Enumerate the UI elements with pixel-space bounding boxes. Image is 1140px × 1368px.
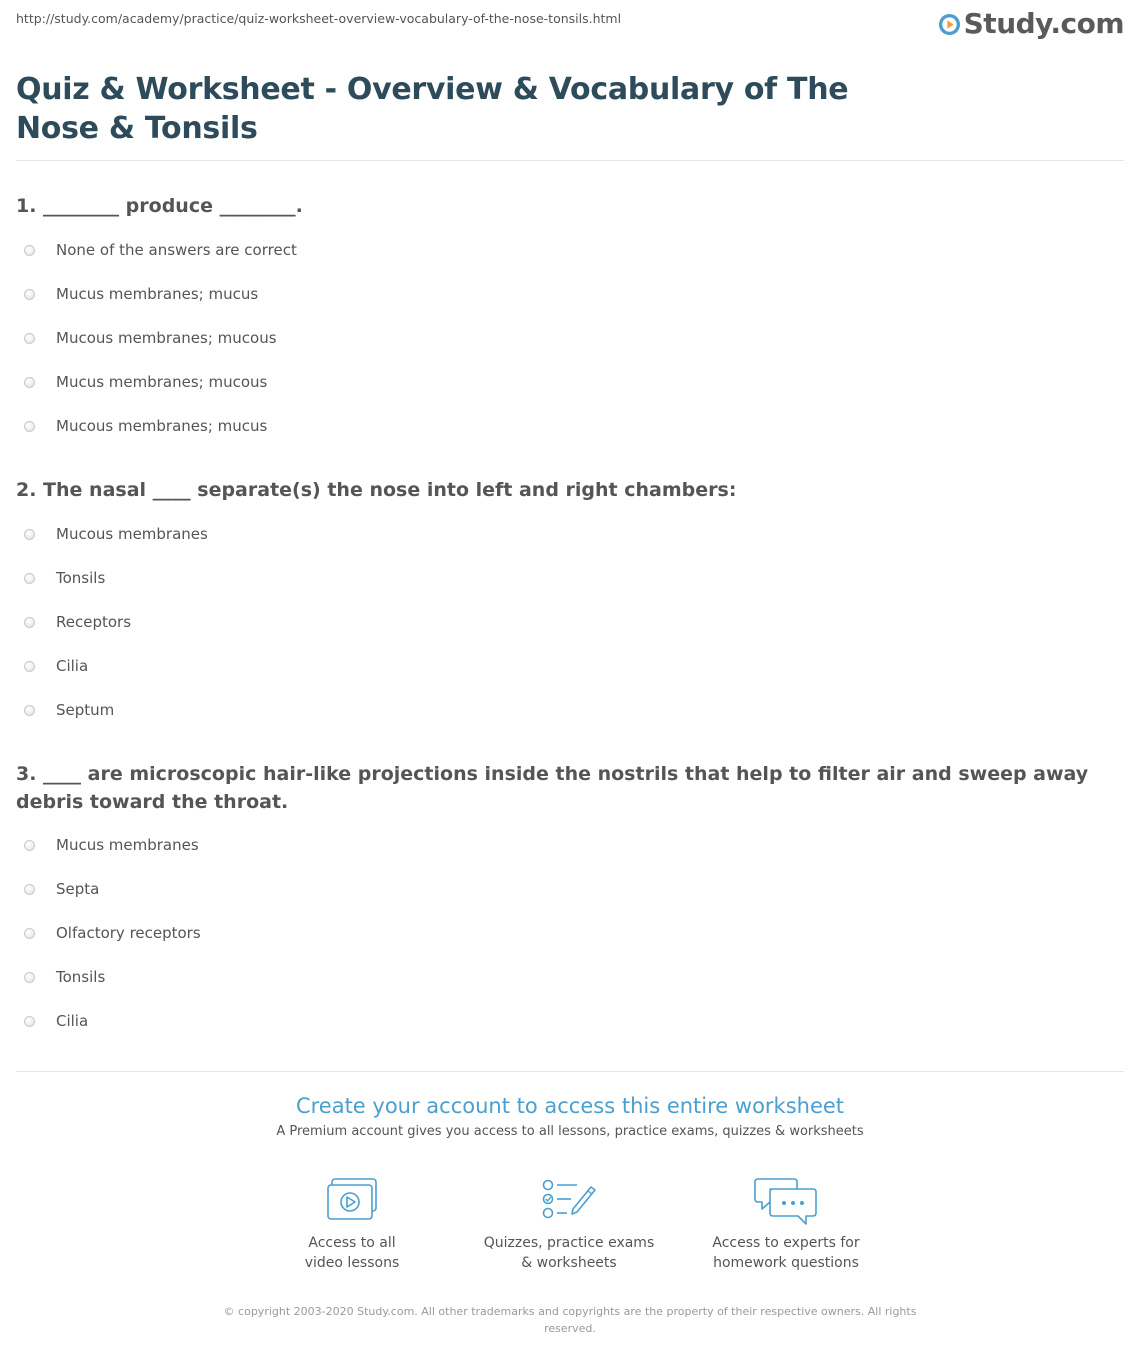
radio-button[interactable] [24, 705, 35, 716]
answer-option[interactable] [16, 823, 1116, 867]
answer-option[interactable] [16, 360, 1116, 404]
radio-button[interactable] [24, 289, 35, 300]
answer-option[interactable] [16, 272, 1116, 316]
question-3 [16, 760, 1116, 1043]
answer-label: None of the answers are correct [56, 241, 297, 259]
answer-label: Mucus membranes [56, 836, 199, 854]
answer-label: Receptors [56, 613, 132, 631]
feature-quizzes [469, 1177, 669, 1273]
divider [16, 160, 1124, 161]
answer-label: Cilia [56, 657, 89, 675]
feature-experts [686, 1177, 886, 1273]
video-lessons-icon [326, 1177, 378, 1223]
radio-button[interactable] [24, 573, 35, 584]
question-1 [16, 192, 1116, 448]
answer-label: Tonsils [56, 569, 106, 587]
radio-button[interactable] [24, 529, 35, 540]
feature-label: Quizzes, practice exams & worksheets [483, 1235, 655, 1271]
radio-button[interactable] [24, 928, 35, 939]
answer-label: Septum [56, 701, 115, 719]
answer-label: Mucus membranes; mucous [56, 373, 268, 391]
feature-label: Access to experts for homework questions [712, 1235, 860, 1271]
question-text: 2. The nasal ____ separate(s) the nose into left and right chambers: [16, 479, 737, 501]
answer-option[interactable] [16, 316, 1116, 360]
radio-button[interactable] [24, 1016, 35, 1027]
feature-label: Access to all video lessons [304, 1235, 400, 1271]
radio-button[interactable] [24, 245, 35, 256]
answer-option[interactable] [16, 911, 1116, 955]
answer-options [16, 823, 1116, 1043]
page-title: Quiz & Worksheet - Overview & Vocabulary of The Nose & Tonsils [16, 72, 849, 146]
answer-label: Septa [56, 880, 100, 898]
answer-label: Mucous membranes; mucus [56, 417, 268, 435]
page-url[interactable]: http://study.com/academy/practice/quiz-worksheet-overview-vocabulary-of-the-nose-tonsils.html [16, 11, 622, 26]
radio-button[interactable] [24, 421, 35, 432]
answer-label: Mucus membranes; mucus [56, 285, 259, 303]
answer-option[interactable] [16, 556, 1116, 600]
question-2 [16, 476, 1116, 732]
top-bar [16, 0, 1124, 48]
play-circle-icon [938, 13, 961, 36]
answer-label: Mucous membranes; mucous [56, 329, 277, 347]
answer-label: Cilia [56, 1012, 89, 1030]
answer-option[interactable] [16, 512, 1116, 556]
study-logo[interactable] [938, 7, 1124, 41]
answer-option[interactable] [16, 867, 1116, 911]
answer-option[interactable] [16, 404, 1116, 448]
radio-button[interactable] [24, 972, 35, 983]
question-text: 3. ____ are microscopic hair-like projections inside the nostrils that help to filter air and sweep away debris toward the throat. [16, 763, 1089, 813]
create-account-link[interactable]: Create your account to access this entire worksheet [295, 1094, 845, 1118]
radio-button[interactable] [24, 661, 35, 672]
copyright-footer: © copyright 2003-2020 Study.com. All other trademarks and copyrights are the property of their respective owners. All rights reserved. [223, 1305, 917, 1335]
answer-option[interactable] [16, 644, 1116, 688]
radio-button[interactable] [24, 840, 35, 851]
answer-label: Mucous membranes [56, 525, 208, 543]
answer-option[interactable] [16, 999, 1116, 1043]
answer-label: Tonsils [56, 968, 106, 986]
chat-bubbles-icon [754, 1177, 818, 1227]
divider [16, 1071, 1124, 1072]
feature-video-lessons [252, 1177, 452, 1273]
logo-text: Study.com [963, 7, 1124, 40]
answer-options [16, 228, 1116, 448]
answer-option[interactable] [16, 688, 1116, 732]
quiz-checklist-icon [541, 1177, 597, 1223]
radio-button[interactable] [24, 377, 35, 388]
answer-option[interactable] [16, 600, 1116, 644]
radio-button[interactable] [24, 617, 35, 628]
radio-button[interactable] [24, 333, 35, 344]
answer-option[interactable] [16, 955, 1116, 999]
answer-options [16, 512, 1116, 732]
question-text: 1. ________ produce ________. [16, 195, 303, 217]
answer-option[interactable] [16, 228, 1116, 272]
radio-button[interactable] [24, 884, 35, 895]
premium-description: A Premium account gives you access to all lessons, practice exams, quizzes & worksheets [276, 1124, 864, 1139]
answer-label: Olfactory receptors [56, 924, 201, 942]
